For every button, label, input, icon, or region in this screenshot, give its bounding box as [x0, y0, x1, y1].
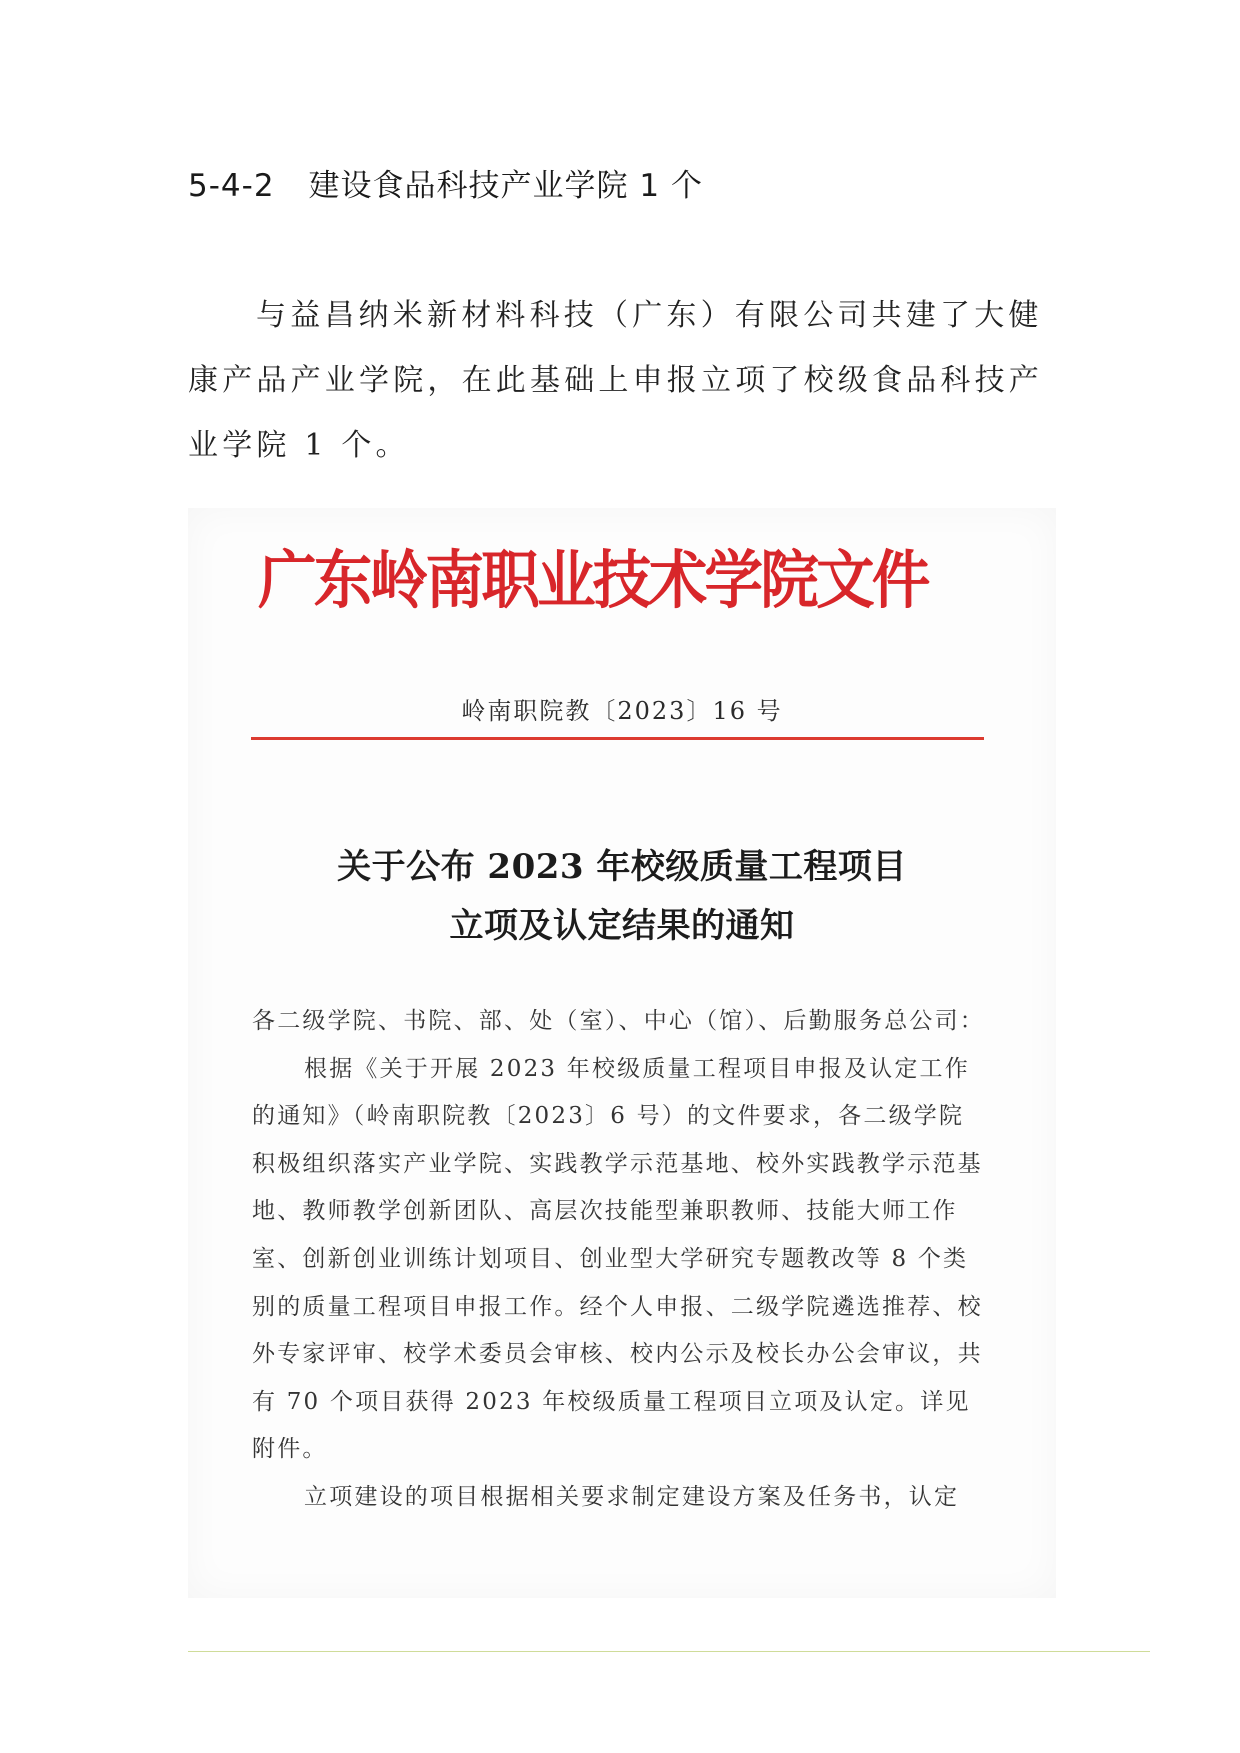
document-paragraph-2: 立项建设的项目根据相关要求制定建设方案及任务书，认定 [304, 1483, 960, 1510]
section-heading [188, 160, 703, 205]
document-paragraph-1: 根据《关于开展 2023 年校级质量工程项目申报及认定工作的通知》（岭南职院教〔2023〕6 号）的文件要求，各二级学院积极组织落实产业学院、实践教学示范基地、校外实践教学示范基地、教师教学创新团队、高层次技能型兼职教师、技能大师工作室、创新创业训练计划项目、创业型大学研究专题教改等 8 个类别的质量工程项目申报工作。经个人申报、二级学院遴选推荐、校外专家评审、校学术委员会审核、校内公示及校长办公会审议，共有 70 个项目获得 2023 年校级质量工程项目立项及认定。详见附件。 [252, 1055, 983, 1463]
document-header: 广东岭南职业技术学院文件 [258, 543, 928, 617]
document-number: 岭南职院教〔2023〕16 号 [461, 697, 783, 725]
document-addressee: 各二级学院、书院、部、处（室）、中心（馆）、后勤服务总公司： [252, 1008, 985, 1034]
intro-paragraph: 与益昌纳米新材料科技（广东）有限公司共建了大健康产品产业学院，在此基础上申报立项了校级食品科技产业学院 1 个。 [188, 298, 1043, 463]
footer-divider [188, 1651, 1150, 1652]
section-number: 5-4-2 [188, 168, 275, 204]
scanned-document [188, 508, 1056, 1598]
header-divider [251, 737, 984, 740]
section-title: 建设食品科技产业学院 1 个 [308, 168, 703, 204]
document-title [188, 838, 1056, 956]
document-title-line-2: 立项及认定结果的通知 [449, 906, 795, 946]
document-title-line-1: 关于公布 2023 年校级质量工程项目 [337, 847, 907, 887]
document-body [252, 998, 985, 1522]
